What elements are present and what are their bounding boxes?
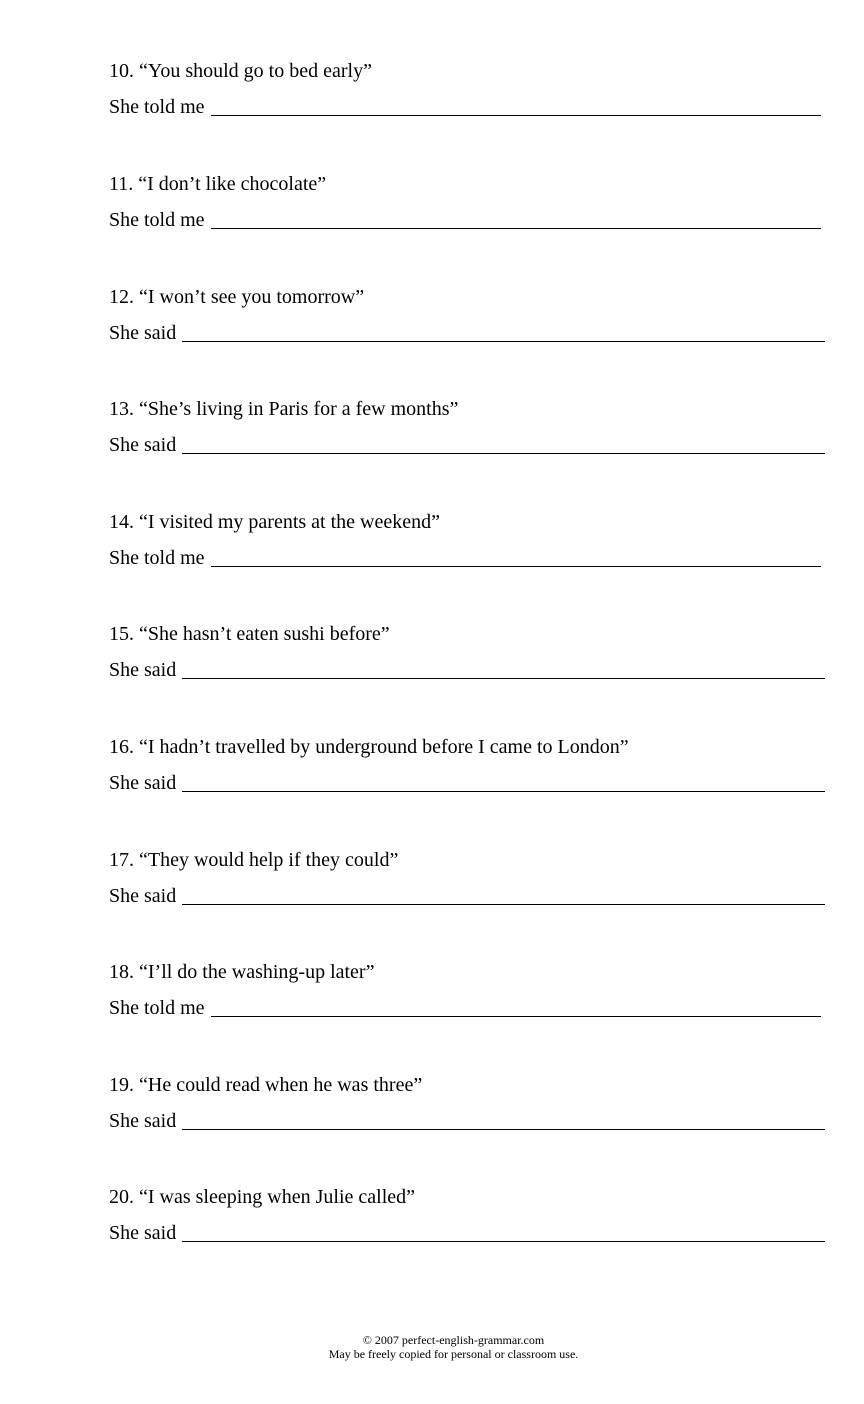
answer-stem: She said [109,434,177,456]
answer-blank[interactable] [182,433,825,454]
answer-blank[interactable] [182,321,825,342]
exercise-16 [109,735,831,795]
answer-stem: She told me [109,547,205,569]
exercise-prompt: 15. “She hasn’t eaten sushi before” [109,623,390,645]
answer-stem: She said [109,659,177,681]
answer-stem: She told me [109,997,205,1019]
exercise-15 [109,622,831,682]
answer-blank[interactable] [182,1221,825,1242]
answer-blank[interactable] [211,546,821,567]
answer-blank[interactable] [182,1109,825,1130]
answer-row [109,771,831,795]
page-footer [0,1333,864,1361]
copyright-line: © 2007 perfect-english-grammar.com [362,1333,545,1347]
answer-blank[interactable] [211,996,821,1017]
usage-notice: May be freely copied for personal or classroom use. [328,1347,579,1361]
exercise-13 [109,397,831,457]
exercise-prompt: 20. “I was sleeping when Julie called” [109,1186,416,1208]
exercise-prompt: 13. “She’s living in Paris for a few months” [109,398,459,420]
answer-row [109,95,831,119]
exercise-prompt: 10. “You should go to bed early” [109,60,372,82]
answer-stem: She said [109,772,177,794]
answer-blank[interactable] [182,658,825,679]
exercise-prompt: 19. “He could read when he was three” [109,1074,423,1096]
exercise-20 [109,1185,831,1245]
answer-stem: She said [109,885,177,907]
exercise-prompt: 18. “I’ll do the washing-up later” [109,961,375,983]
exercise-12 [109,285,831,345]
answer-row [109,884,831,908]
exercise-18 [109,960,831,1020]
answer-stem: She said [109,322,177,344]
answer-blank[interactable] [211,95,821,116]
answer-row [109,546,831,570]
answer-stem: She told me [109,96,205,118]
answer-row [109,658,831,682]
answer-blank[interactable] [182,884,825,905]
answer-row [109,433,831,457]
answer-row [109,321,831,345]
answer-blank[interactable] [211,208,821,229]
exercise-prompt: 16. “I hadn’t travelled by underground before I came to London” [109,736,629,758]
exercise-17 [109,848,831,908]
exercise-prompt: 11. “I don’t like chocolate” [109,173,327,195]
answer-row [109,996,831,1020]
answer-stem: She said [109,1222,177,1244]
exercise-prompt: 17. “They would help if they could” [109,849,399,871]
exercise-11 [109,172,831,232]
exercise-prompt: 14. “I visited my parents at the weekend” [109,511,440,533]
answer-blank[interactable] [182,771,825,792]
answer-row [109,1221,831,1245]
exercise-14 [109,510,831,570]
exercise-10 [109,59,831,119]
answer-stem: She said [109,1110,177,1132]
answer-stem: She told me [109,209,205,231]
exercise-prompt: 12. “I won’t see you tomorrow” [109,286,365,308]
answer-row [109,1109,831,1133]
answer-row [109,208,831,232]
exercise-19 [109,1073,831,1133]
